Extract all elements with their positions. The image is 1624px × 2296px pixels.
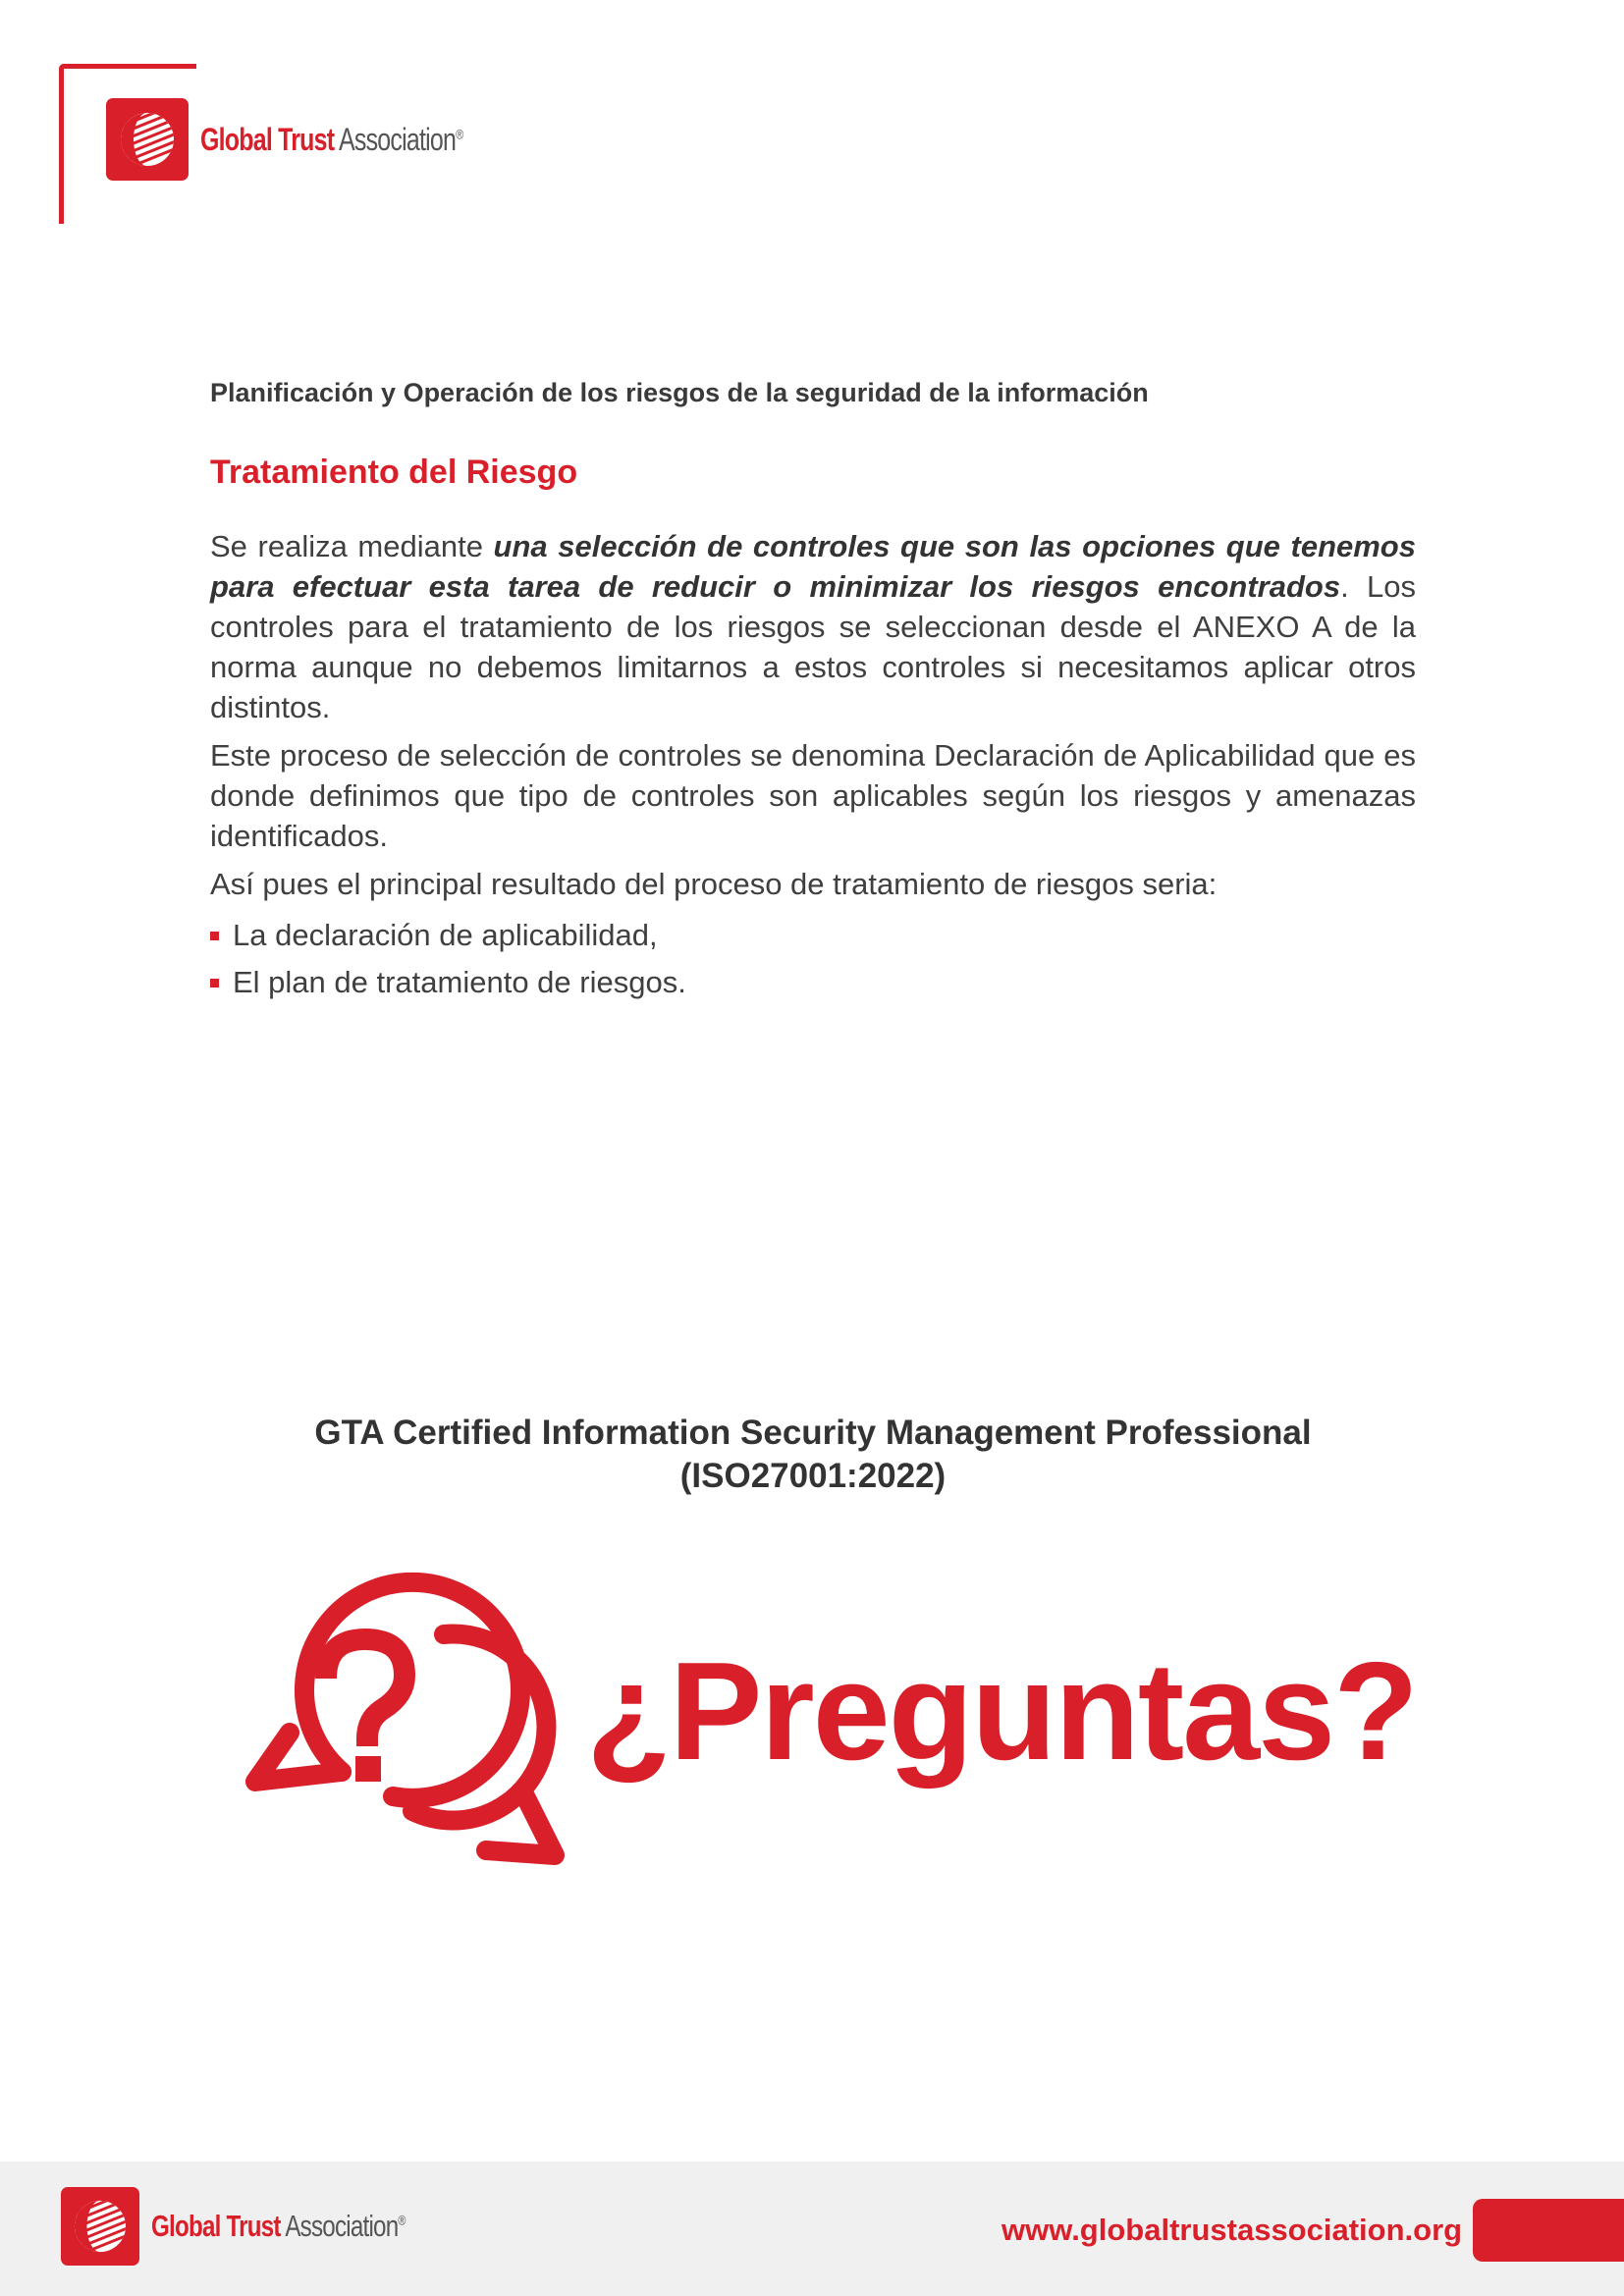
footer-accent-tab (1473, 2199, 1624, 2262)
brand-name (200, 122, 462, 158)
paragraph-1 (210, 526, 1416, 727)
questions-heading: ¿Preguntas? (586, 1633, 1417, 1789)
corner-accent-horizontal (59, 64, 196, 69)
footer-logo (61, 2187, 477, 2266)
list-item-text: El plan de tratamiento de riesgos. (233, 965, 686, 999)
striped-globe-icon (61, 2187, 139, 2266)
brand-name-strong: Global Trust (151, 2209, 281, 2243)
paragraph-1-intro: Se realiza mediante (210, 529, 494, 563)
brand-name-light: Association (339, 121, 457, 157)
certification-title-line1: GTA Certified Information Security Management Professional (314, 1414, 1312, 1452)
brand-name-light: Association (285, 2209, 399, 2243)
paragraph-1-emphasis: una selección de controles que son las opciones que tenemos para efectuar esta tarea de reducir o minimizar los riesgos encontrados (210, 529, 1416, 604)
bullet-square-icon (210, 979, 219, 988)
footer-website-link[interactable]: www.globaltrustassociation.org (1001, 2213, 1463, 2247)
section-heading: Planificación y Operación de los riesgos de la seguridad de la información (210, 378, 1149, 407)
document-body (210, 378, 1416, 1006)
certification-title (210, 1412, 1416, 1498)
registered-mark: ® (456, 125, 463, 141)
striped-globe-icon (106, 98, 189, 181)
certification-title-line2: (ISO27001:2022) (679, 1457, 947, 1495)
section-title: Tratamiento del Riesgo (210, 454, 578, 491)
brand-name (151, 2209, 406, 2244)
list-item (210, 912, 1416, 959)
paragraph-2: Este proceso de selección de controles se denomina Declaración de Aplicabilidad que es donde definimos que tipo de controles son aplicables según los riesgos y amenazas identificados. (210, 738, 1416, 853)
corner-accent-vertical (59, 64, 64, 224)
bullet-list (210, 912, 1416, 1006)
paragraph-3: Así pues el principal resultado del proceso de tratamiento de riesgos seria: (210, 867, 1218, 901)
list-item (210, 959, 1416, 1006)
paragraph-1-rest: . Los controles para el tratamiento de los riesgos se seleccionan desde el ANEXO A de la norma aunque no debemos limitarnos a estos controles si necesitamos aplicar otros distintos. (210, 569, 1416, 724)
brand-name-strong: Global Trust (200, 121, 335, 157)
list-item-text: La declaración de aplicabilidad, (233, 918, 658, 952)
registered-mark: ® (398, 2212, 406, 2228)
header-logo (106, 98, 537, 181)
bullet-square-icon (210, 932, 219, 940)
speech-bubbles-question-icon (236, 1546, 569, 1885)
